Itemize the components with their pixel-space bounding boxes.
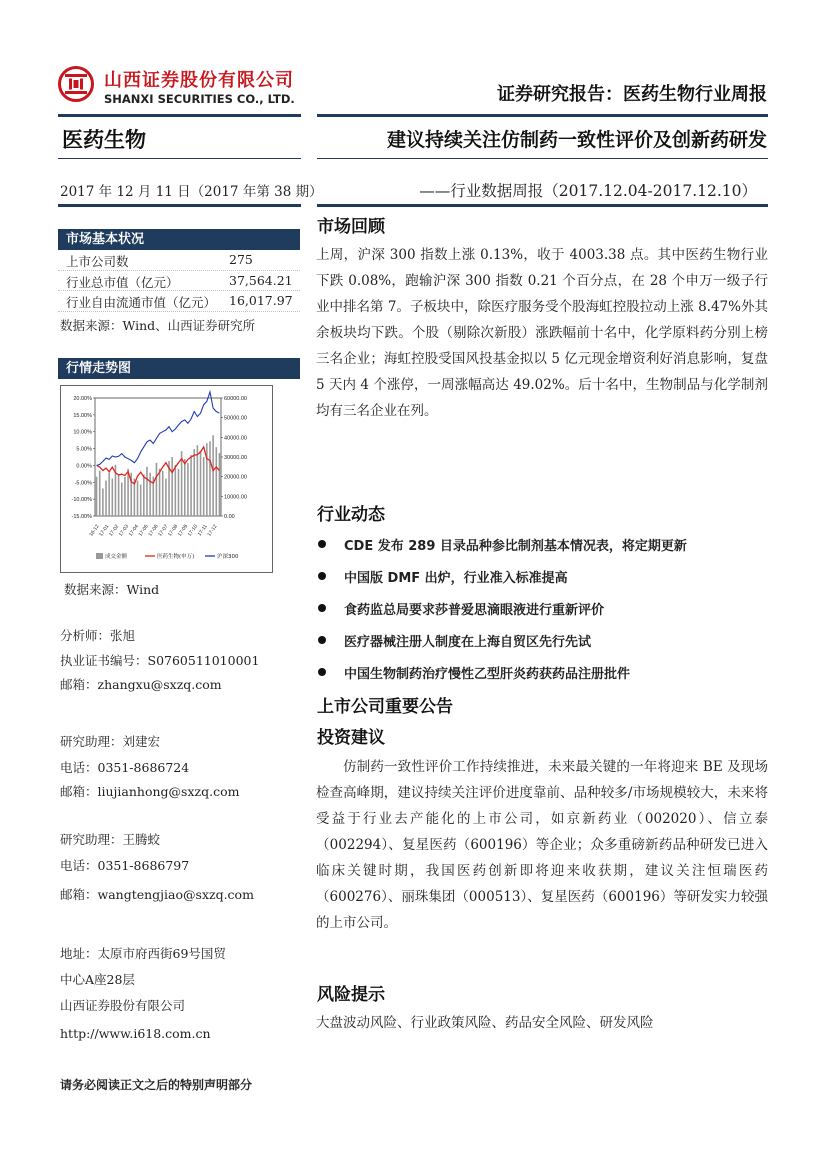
report-date: 2017 年 12 月 11 日（2017 年第 38 期） (60, 184, 323, 200)
volume-bar (193, 449, 195, 516)
x-tick-label: 17-03 (117, 523, 131, 538)
bullet-icon (318, 572, 326, 580)
y-left-tick-label: 0.00% (76, 463, 92, 470)
stat-row (58, 271, 300, 292)
report-subhead: ——行业数据周报（2017.12.04-2017.12.10） (419, 182, 757, 200)
news-item (318, 663, 630, 682)
volume-bar (187, 463, 189, 516)
market-stats-table (58, 250, 300, 312)
x-tick-label: 17-01 (98, 523, 111, 538)
analyst-name: 分析师：张旭 (60, 628, 136, 643)
legend-swatch (96, 553, 103, 559)
y-left-tick-label: -5.00% (74, 480, 92, 487)
address-line: 中心A座28层 (60, 972, 135, 987)
address-line: 地址：太原市府西街69号国贸 (60, 946, 226, 961)
bullet-icon (318, 604, 326, 612)
y-right-tick-label: 20000.00 (224, 474, 247, 481)
bullet-icon (318, 636, 326, 644)
volume-bar (156, 463, 158, 516)
legend-label: 成交金额 (105, 554, 128, 560)
volume-bar (118, 475, 120, 516)
volume-bar (112, 479, 114, 516)
stats-source: 数据来源：Wind、山西证券研究所 (60, 318, 256, 333)
volume-bar (99, 471, 101, 516)
volume-bar (203, 457, 205, 516)
assistant-name: 研究助理：王腾蛟 (60, 832, 161, 847)
y-left-tick-label: -10.00% (71, 497, 92, 504)
volume-bar (219, 453, 221, 516)
volume-bar (200, 451, 202, 516)
volume-bar (165, 479, 167, 516)
volume-bar (124, 477, 126, 516)
news-item-text: 医疗器械注册人制度在上海自贸区先行先试 (344, 635, 592, 650)
divider (317, 158, 768, 159)
volume-bar (212, 435, 214, 516)
volume-bar (184, 459, 186, 516)
x-tick-label: 17-09 (176, 523, 190, 538)
risk-title: 风险提示 (317, 985, 385, 1005)
divider (58, 204, 301, 207)
volume-bar (96, 477, 98, 516)
volume-bar (102, 488, 104, 516)
volume-bar (197, 445, 199, 516)
stat-row (58, 250, 300, 271)
bullet-icon (318, 668, 326, 676)
y-left-tick-label: -15.00% (71, 514, 92, 520)
assistant-email[interactable]: 邮箱：wangtengjiao@sxzq.com (60, 887, 254, 902)
news-item (318, 535, 687, 554)
x-tick-label: 17-06 (147, 523, 160, 538)
company-name-en: SHANXI SECURITIES CO., LTD. (104, 92, 295, 106)
volume-bar (105, 481, 107, 516)
industry-news-title: 行业动态 (317, 505, 385, 525)
stat-value: 37,564.21 (229, 272, 293, 288)
x-tick-label: 17-04 (127, 523, 140, 538)
stat-label: 行业总市值（亿元） (66, 274, 179, 290)
address-company: 山西证券股份有限公司 (60, 998, 186, 1013)
x-tick-label: 17-08 (167, 523, 180, 538)
stat-row (58, 291, 300, 312)
website-link[interactable]: http://www.i618.com.cn (60, 1026, 211, 1041)
assistant-name: 研究助理：刘建宏 (60, 734, 161, 749)
trend-chart-svg (61, 386, 272, 572)
volume-bar (108, 473, 110, 516)
news-item-text: CDE 发布 289 目录品种参比制剂基本情况表，将定期更新 (344, 539, 687, 554)
volume-bar (215, 447, 217, 516)
company-name-cn: 山西证券股份有限公司 (104, 70, 294, 91)
announcements-title: 上市公司重要公告 (317, 697, 453, 717)
chart-source: 数据来源：Wind (64, 582, 160, 597)
market-status-header: 市场基本状况 (58, 229, 300, 250)
y-right-tick-label: 40000.00 (224, 435, 247, 442)
volume-bar (181, 451, 183, 516)
volume-bar (159, 469, 161, 516)
x-tick-label: 17-02 (108, 523, 121, 538)
report-type: 证券研究报告：医药生物行业周报 (497, 84, 767, 105)
y-left-tick-label: 15.00% (73, 412, 92, 419)
report-headline: 建议持续关注仿制药一致性评价及创新药研发 (386, 129, 767, 151)
y-right-tick-label: 50000.00 (224, 415, 247, 422)
header-rule (58, 114, 301, 117)
y-right-tick-label: 60000.00 (224, 396, 247, 402)
company-logo (58, 66, 94, 102)
assistant-phone: 电话：0351-8686797 (60, 858, 190, 873)
stat-value: 16,017.97 (229, 293, 293, 308)
news-item (318, 599, 604, 618)
stat-label: 行业自由流通市值（亿元） (66, 295, 217, 310)
trend-header: 行情走势图 (58, 358, 300, 379)
assistant-email[interactable]: 邮箱：liujianhong@sxzq.com (60, 784, 240, 799)
volume-bar (209, 441, 211, 516)
y-left-tick-label: 5.00% (76, 446, 92, 453)
volume-bar (149, 473, 151, 516)
news-item-text: 中国版 DMF 出炉，行业准入标准提高 (344, 571, 568, 586)
volume-bar (137, 481, 139, 516)
volume-bar (143, 475, 145, 516)
divider (317, 204, 768, 207)
x-tick-label: 16-12 (88, 523, 101, 538)
sector-title: 医药生物 (62, 128, 146, 152)
bullet-icon (318, 540, 326, 548)
news-item-text: 食药监总局要求莎普爱思滴眼液进行重新评价 (344, 603, 605, 618)
x-tick-label: 17-05 (137, 523, 150, 538)
x-tick-label: 17-10 (186, 523, 199, 538)
y-right-tick-label: 30000.00 (224, 455, 247, 461)
volume-bar (178, 469, 180, 516)
y-left-tick-label: 20.00% (73, 396, 92, 402)
trend-chart (60, 385, 273, 573)
volume-bar (171, 457, 173, 516)
legend-label: 沪深300 (217, 554, 239, 560)
legend-label: 医药生物(申万) (157, 554, 195, 560)
volume-bar (175, 465, 177, 516)
invest-advice-title: 投资建议 (317, 728, 385, 748)
x-tick-label: 17-12 (206, 523, 219, 538)
analyst-cert: 执业证书编号：S0760511010001 (60, 653, 260, 668)
risk-text: 大盘波动风险、行业政策风险、药品安全风险、研发风险 (316, 1015, 654, 1031)
stat-value: 275 (229, 252, 253, 267)
volume-bar (121, 483, 123, 516)
header-rule (317, 114, 768, 117)
market-review-title: 市场回顾 (317, 217, 385, 237)
y-left-tick-label: 10.00% (73, 429, 92, 436)
stat-label: 上市公司数 (66, 254, 129, 269)
x-tick-label: 17-07 (157, 523, 170, 538)
y-right-tick-label: 0.00 (224, 514, 235, 520)
invest-advice-text: 仿制药一致性评价工作持续推进，未来最关键的一年将迎来 BE 及现场检查高峰期，建议持续关注评价进度靠前、品种较多/市场规模较大，未来将受益于行业去产能化的上市公司，如京新药业（002020）、信立泰（002294）、复星医药（600196）等企业；众多重磅新药品种研发已进入临床关键时期，我国医药创新即将迎来收获期，建议关注恒瑞医药（600276）、丽珠集团（000513）、复星医药（600196）等研发实力较强的上市公司。 (316, 759, 768, 931)
market-review-text: 上周，沪深 300 指数上涨 0.13%，收于 4003.38 点。其中医药生物行业下跌 0.08%，跑输沪深 300 指数 0.21 个百分点，在 28 个申万一级子行业中排名第 7。子板块中，除医疗服务受个股海虹控股拉动上涨 8.47%外其余板块均下跌。个股（剔除次新股）涨跌幅前十名中，化学原料药分别上榜三名企业；海虹控股受国风投基金拟以 5 亿元现金增资利好消息影响，复盘 5 天内 4 个涨停，一周涨幅高达 49.02%。后十名中，生物制品与化学制剂均有三名企业在列。 (316, 247, 768, 419)
y-right-tick-label: 10000.00 (224, 494, 247, 501)
news-item-text: 中国生物制药治疗慢性乙型肝炎药获药品注册批件 (344, 667, 631, 682)
news-item (318, 631, 591, 650)
x-tick-label: 17-11 (196, 523, 209, 538)
volume-bar (140, 485, 142, 516)
analyst-email[interactable]: 邮箱：zhangxu@sxzq.com (60, 677, 222, 692)
divider (58, 158, 301, 159)
volume-bar (146, 467, 148, 516)
disclaimer-note: 请务必阅读正文之后的特别声明部分 (60, 1078, 253, 1092)
volume-bar (190, 455, 192, 516)
assistant-phone: 电话：0351-8686724 (60, 760, 190, 775)
volume-bar (162, 471, 164, 516)
news-item (318, 567, 568, 586)
volume-bar (127, 469, 129, 516)
